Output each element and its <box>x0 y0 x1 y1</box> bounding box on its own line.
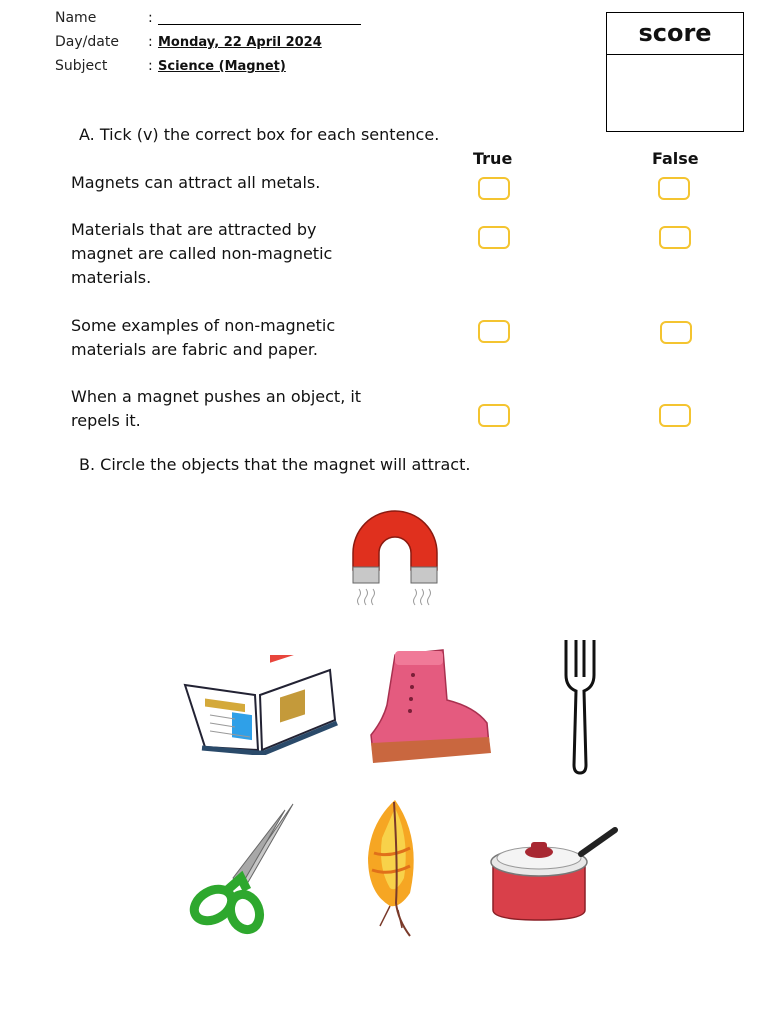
fork-icon <box>560 635 600 777</box>
pan-icon <box>485 822 620 924</box>
question-3: Some examples of non-magnetic materials are fabric and paper. <box>71 316 336 359</box>
q3-false-checkbox[interactable] <box>660 321 692 344</box>
q1-true-checkbox[interactable] <box>478 177 510 200</box>
q3-true-checkbox[interactable] <box>478 320 510 343</box>
date-value: Monday, 22 April 2024 <box>158 35 322 50</box>
score-area[interactable] <box>607 55 743 131</box>
q4-true-checkbox[interactable] <box>478 404 510 427</box>
q2-false-checkbox[interactable] <box>659 226 691 249</box>
question-2: Materials that are attracted by magnet are called non-magnetic materials. <box>71 220 333 287</box>
question-1: Magnets can attract all metals. <box>71 173 321 192</box>
false-column-header: False <box>652 149 699 168</box>
book-icon <box>180 655 340 755</box>
question-4: When a magnet pushes an object, it repels it. <box>71 387 362 430</box>
q4-false-checkbox[interactable] <box>659 404 691 427</box>
scissors-icon <box>185 800 300 935</box>
subject-value: Science (Magnet) <box>158 59 286 74</box>
magnet-icon <box>345 505 445 610</box>
q1-false-checkbox[interactable] <box>658 177 690 200</box>
feather-icon <box>360 798 425 938</box>
subject-label: Subject <box>55 58 108 74</box>
score-title: score <box>607 13 743 55</box>
q2-true-checkbox[interactable] <box>478 226 510 249</box>
subject-colon: : <box>148 58 153 74</box>
score-box <box>606 12 744 132</box>
true-column-header: True <box>473 149 513 168</box>
date-colon: : <box>148 34 153 50</box>
section-b-instruction: B. Circle the objects that the magnet will attract. <box>79 455 471 474</box>
name-label: Name <box>55 10 97 26</box>
name-field-line[interactable] <box>158 24 361 25</box>
section-a-instruction: A. Tick (v) the correct box for each sentence. <box>79 125 440 144</box>
boot-icon <box>365 645 495 767</box>
name-colon: : <box>148 10 153 26</box>
date-label: Day/date <box>55 34 119 50</box>
